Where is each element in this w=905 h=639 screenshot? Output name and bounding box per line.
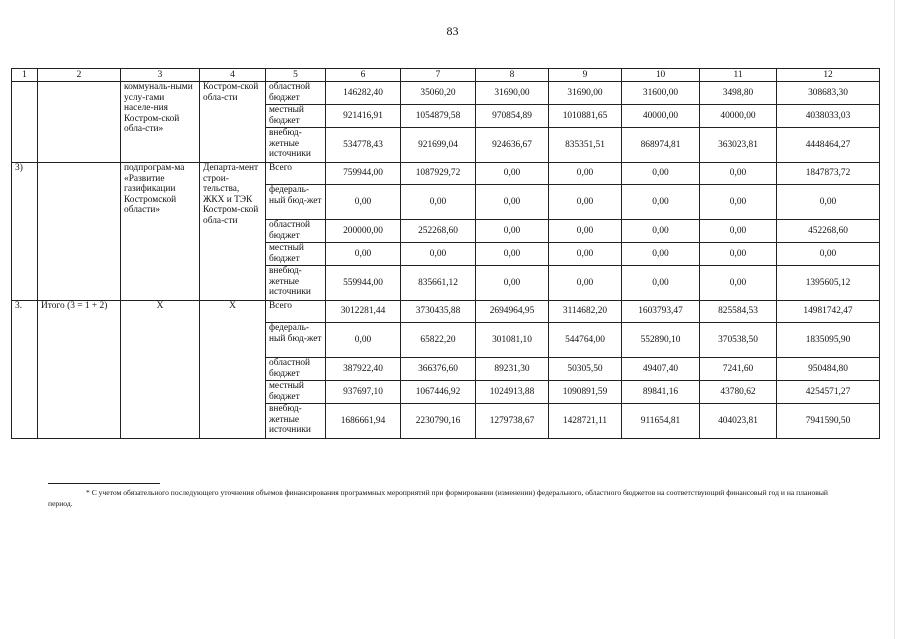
amount-cell: 825584,53 — [700, 301, 777, 323]
amount-cell: 1090891,59 — [549, 381, 622, 404]
amount-cell: 43780,62 — [700, 381, 777, 404]
funding-source: местный бюджет — [266, 243, 326, 266]
amount-cell: 370538,50 — [700, 323, 777, 358]
amount-cell: 0,00 — [622, 243, 700, 266]
row-title-cell — [38, 163, 121, 301]
column-number: 3 — [121, 69, 200, 82]
amount-cell: 0,00 — [777, 243, 880, 266]
amount-cell: 1054879,58 — [401, 105, 476, 128]
amount-cell: 49407,40 — [622, 358, 700, 381]
amount-cell: 301081,10 — [476, 323, 549, 358]
funding-source: внебюд-жетные источники — [266, 128, 326, 163]
amount-cell: 31690,00 — [549, 82, 622, 105]
amount-cell: 0,00 — [622, 185, 700, 220]
amount-cell: 3730435,88 — [401, 301, 476, 323]
row-title-cell — [38, 82, 121, 163]
amount-cell: 252268,60 — [401, 220, 476, 243]
column-number: 10 — [622, 69, 700, 82]
amount-cell: 911654,81 — [622, 404, 700, 439]
amount-cell: 1024913,88 — [476, 381, 549, 404]
scan-edge-line — [894, 0, 895, 639]
amount-cell: 4254571,27 — [777, 381, 880, 404]
amount-cell: 0,00 — [700, 243, 777, 266]
amount-cell: 544764,00 — [549, 323, 622, 358]
funding-source: местный бюджет — [266, 381, 326, 404]
amount-cell: 0,00 — [326, 323, 401, 358]
amount-cell: 759944,00 — [326, 163, 401, 185]
column-number: 8 — [476, 69, 549, 82]
amount-cell: 1603793,47 — [622, 301, 700, 323]
column-number: 11 — [700, 69, 777, 82]
amount-cell: 0,00 — [549, 243, 622, 266]
amount-cell: 921699,04 — [401, 128, 476, 163]
amount-cell: 2230790,16 — [401, 404, 476, 439]
program-name-cell: коммуналь-ными услу-гами населе-ния Костром-ской обла-сти» — [121, 82, 200, 163]
amount-cell: 835661,12 — [401, 266, 476, 301]
funding-source: Всего — [266, 163, 326, 185]
amount-cell: 0,00 — [700, 185, 777, 220]
amount-cell: 0,00 — [549, 185, 622, 220]
footnote-divider — [48, 483, 160, 484]
executor-cell: Костром-ской обла-сти — [200, 82, 266, 163]
amount-cell: 35060,20 — [401, 82, 476, 105]
table-row — [12, 82, 880, 105]
amount-cell: 40000,00 — [622, 105, 700, 128]
amount-cell: 0,00 — [549, 220, 622, 243]
funding-source: федераль-ный бюд-жет — [266, 323, 326, 358]
executor-cell: X — [200, 301, 266, 439]
amount-cell: 0,00 — [700, 163, 777, 185]
amount-cell: 0,00 — [401, 185, 476, 220]
funding-source: областной бюджет — [266, 82, 326, 105]
amount-cell: 1686661,94 — [326, 404, 401, 439]
amount-cell: 366376,60 — [401, 358, 476, 381]
amount-cell: 31600,00 — [622, 82, 700, 105]
footnote: * С учетом обязательного последующего уточнения объемов финансирования программных мероприятий при формировании (изменении) федерального, областного бюджетов на соответствующий финансовый год и на плановый период. — [48, 488, 828, 508]
funding-source: внебюд-жетные источники — [266, 266, 326, 301]
amount-cell: 31690,00 — [476, 82, 549, 105]
amount-cell: 2694964,95 — [476, 301, 549, 323]
amount-cell: 0,00 — [476, 243, 549, 266]
funding-source: областной бюджет — [266, 358, 326, 381]
table-row — [12, 301, 880, 323]
amount-cell: 7241,60 — [700, 358, 777, 381]
amount-cell: 1847873,72 — [777, 163, 880, 185]
amount-cell: 0,00 — [777, 185, 880, 220]
amount-cell: 0,00 — [476, 220, 549, 243]
amount-cell: 534778,43 — [326, 128, 401, 163]
amount-cell: 387922,40 — [326, 358, 401, 381]
column-number: 2 — [38, 69, 121, 82]
column-number: 1 — [12, 69, 38, 82]
amount-cell: 559944,00 — [326, 266, 401, 301]
amount-cell: 7941590,50 — [777, 404, 880, 439]
funding-source: федераль-ный бюд-жет — [266, 185, 326, 220]
amount-cell: 3114682,20 — [549, 301, 622, 323]
amount-cell: 200000,00 — [326, 220, 401, 243]
amount-cell: 1835095,90 — [777, 323, 880, 358]
amount-cell: 40000,00 — [700, 105, 777, 128]
amount-cell: 89841,16 — [622, 381, 700, 404]
amount-cell: 950484,80 — [777, 358, 880, 381]
financing-table — [11, 68, 880, 439]
amount-cell: 835351,51 — [549, 128, 622, 163]
page-number: 83 — [446, 24, 459, 38]
amount-cell: 1087929,72 — [401, 163, 476, 185]
row-title-cell: Итого (3 = 1 + 2) — [38, 301, 121, 439]
column-number: 6 — [326, 69, 401, 82]
amount-cell: 937697,10 — [326, 381, 401, 404]
amount-cell: 1428721,11 — [549, 404, 622, 439]
amount-cell: 0,00 — [401, 243, 476, 266]
amount-cell: 868974,81 — [622, 128, 700, 163]
column-number: 7 — [401, 69, 476, 82]
amount-cell: 404023,81 — [700, 404, 777, 439]
amount-cell: 146282,40 — [326, 82, 401, 105]
amount-cell: 363023,81 — [700, 128, 777, 163]
table-row — [12, 163, 880, 185]
column-number: 9 — [549, 69, 622, 82]
amount-cell: 1395605,12 — [777, 266, 880, 301]
funding-source: Всего — [266, 301, 326, 323]
amount-cell: 1010881,65 — [549, 105, 622, 128]
amount-cell: 0,00 — [622, 220, 700, 243]
amount-cell: 0,00 — [700, 266, 777, 301]
amount-cell: 50305,50 — [549, 358, 622, 381]
program-name-cell: X — [121, 301, 200, 439]
amount-cell: 0,00 — [622, 266, 700, 301]
amount-cell: 0,00 — [326, 185, 401, 220]
amount-cell: 89231,30 — [476, 358, 549, 381]
amount-cell: 0,00 — [549, 266, 622, 301]
column-number: 4 — [200, 69, 266, 82]
column-number: 12 — [777, 69, 880, 82]
amount-cell: 0,00 — [476, 185, 549, 220]
row-number-cell — [12, 82, 38, 163]
amount-cell: 0,00 — [326, 243, 401, 266]
executor-cell: Департа-мент строи-тельства, ЖКХ и ТЭК Костром-ской обла-сти — [200, 163, 266, 301]
amount-cell: 552890,10 — [622, 323, 700, 358]
amount-cell: 4038033,03 — [777, 105, 880, 128]
amount-cell: 14981742,47 — [777, 301, 880, 323]
amount-cell: 970854,89 — [476, 105, 549, 128]
amount-cell: 0,00 — [549, 163, 622, 185]
amount-cell: 0,00 — [476, 266, 549, 301]
column-number: 5 — [266, 69, 326, 82]
amount-cell: 65822,20 — [401, 323, 476, 358]
amount-cell: 0,00 — [700, 220, 777, 243]
row-number-cell: 3. — [12, 301, 38, 439]
amount-cell: 1067446,92 — [401, 381, 476, 404]
column-number-row — [12, 69, 880, 82]
funding-source: местный бюджет — [266, 105, 326, 128]
amount-cell: 4448464,27 — [777, 128, 880, 163]
amount-cell: 3498,80 — [700, 82, 777, 105]
amount-cell: 1279738,67 — [476, 404, 549, 439]
program-name-cell: подпрограм-ма «Развитие газификации Костромской области» — [121, 163, 200, 301]
amount-cell: 0,00 — [476, 163, 549, 185]
funding-source: внебюд-жетные источники — [266, 404, 326, 439]
amount-cell: 924636,67 — [476, 128, 549, 163]
funding-source: областной бюджет — [266, 220, 326, 243]
amount-cell: 308683,30 — [777, 82, 880, 105]
amount-cell: 3012281,44 — [326, 301, 401, 323]
amount-cell: 0,00 — [622, 163, 700, 185]
row-number-cell: 3) — [12, 163, 38, 301]
amount-cell: 921416,91 — [326, 105, 401, 128]
amount-cell: 452268,60 — [777, 220, 880, 243]
